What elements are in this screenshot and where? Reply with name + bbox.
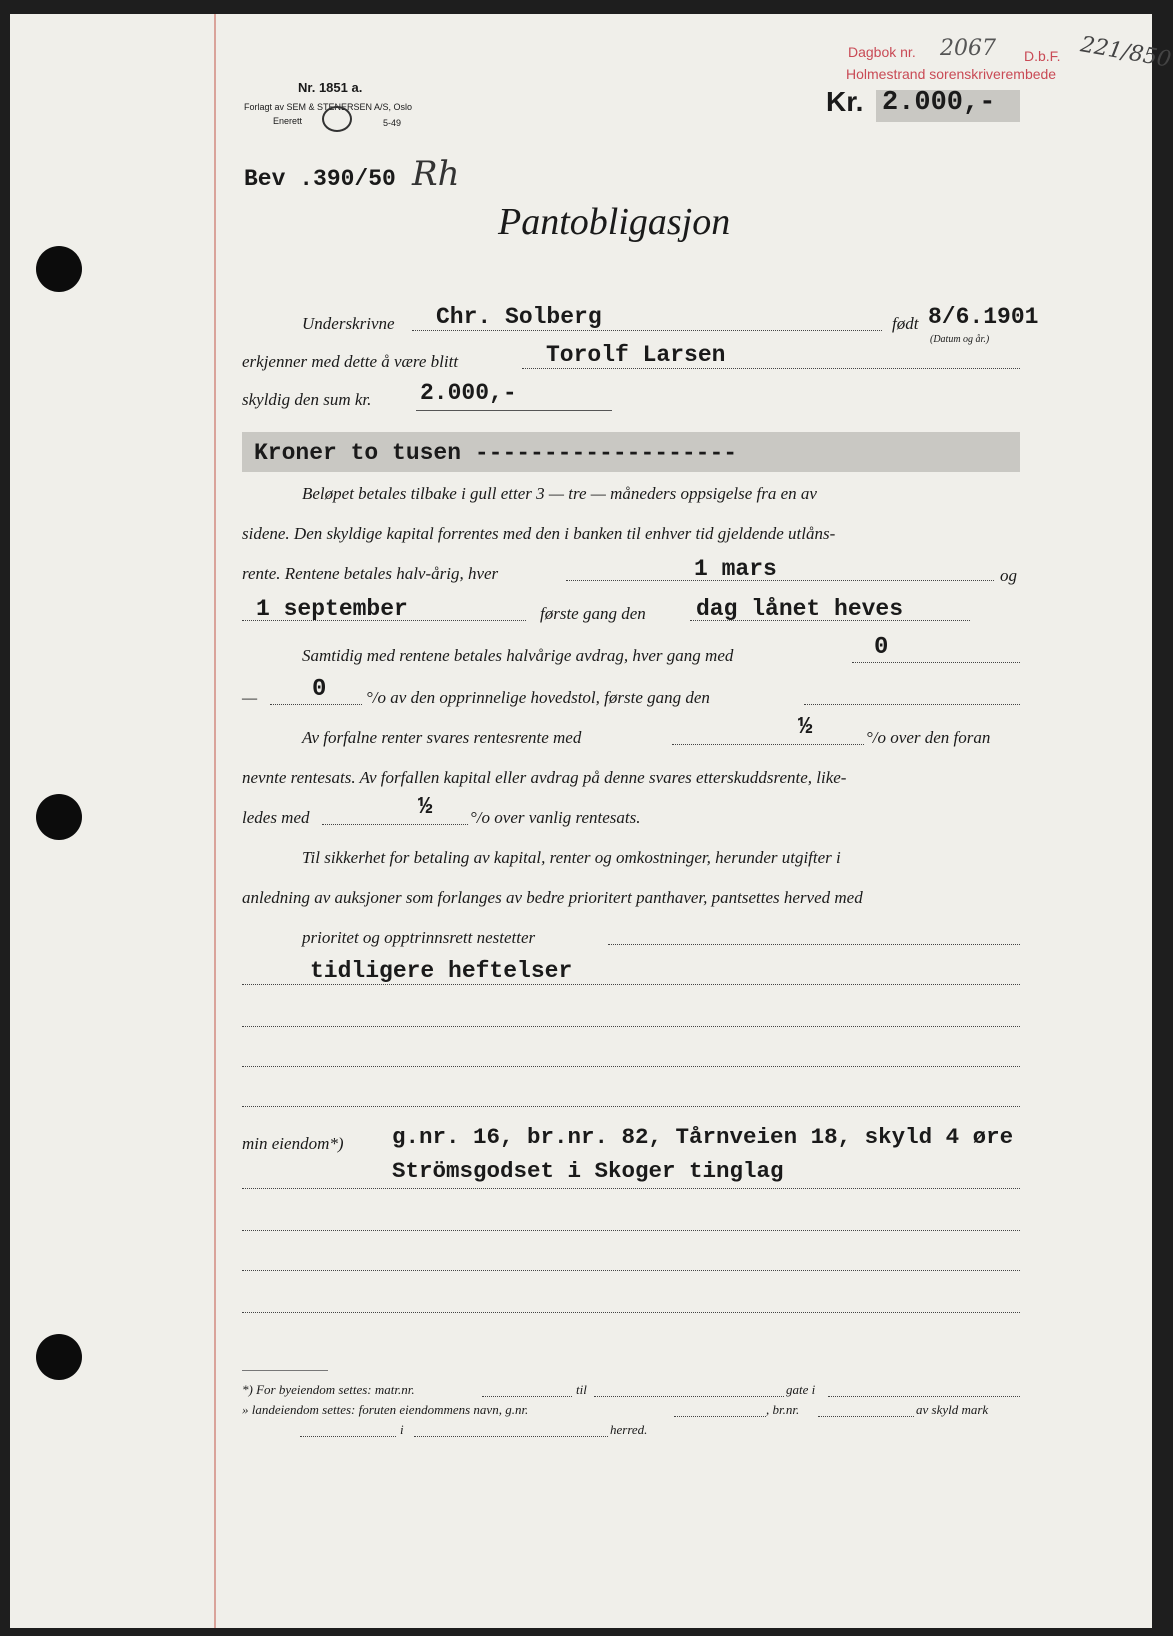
- creditor-value: Torolf Larsen: [546, 342, 726, 368]
- punch-hole: [36, 1334, 82, 1380]
- p1-line4-label: første gang den: [540, 604, 646, 623]
- born-hint: (Datum og år.): [930, 334, 990, 345]
- publisher: Forlagt av SEM & STENERSEN A/S, Oslo: [244, 102, 413, 112]
- stamp-dbf: D.b.F.: [1024, 48, 1061, 64]
- p2-percent-value: 0: [312, 676, 327, 703]
- margin-line: [214, 14, 216, 1628]
- footnote-line2-b: , br.nr.: [766, 1402, 800, 1417]
- handwritten-reference: 221/850: [1078, 32, 1173, 73]
- property-label: min eiendom*): [242, 1134, 344, 1153]
- amount-value: 2.000,-: [882, 88, 996, 118]
- p1-line2: sidene. Den skyldige kapital forrentes med den i banken til enhver tid gjeldende utlåns-: [242, 524, 836, 543]
- edition: 5-49: [383, 118, 402, 128]
- p2-dash: —: [242, 688, 258, 707]
- punch-hole: [36, 246, 82, 292]
- p4-line3-label: prioritet og opptrinnsrett nestetter: [302, 928, 536, 947]
- p1-first-payment: dag lånet heves: [696, 596, 904, 622]
- priority-value: tidligere heftelser: [310, 958, 573, 984]
- amount-label: Kr.: [826, 86, 864, 117]
- p3-line3-end: °/o over vanlig rentesats.: [470, 808, 641, 827]
- owing-value: 2.000,-: [420, 380, 517, 406]
- stamp-dagbok-number: 2067: [940, 36, 996, 61]
- form-number: Nr. 1851 a.: [298, 80, 363, 95]
- p1-line3-end: og: [1000, 566, 1017, 585]
- initials-signature: Rh: [412, 154, 460, 194]
- born-label: født: [892, 314, 919, 333]
- p3-line3-label: ledes med: [242, 808, 310, 827]
- document-title: Pantobligasjon: [498, 201, 731, 243]
- footnote-line2-c: av skyld mark: [916, 1402, 989, 1417]
- amount-words: Kroner to tusen -------------------: [254, 440, 738, 466]
- undersigned-value: Chr. Solberg: [436, 304, 602, 330]
- punch-hole: [36, 794, 82, 840]
- p1-line1: Beløpet betales tilbake i gull etter 3 — tre — måneders oppsigelse fra en av: [302, 484, 817, 503]
- p3-overdue-rate: ½: [418, 794, 433, 821]
- p2-line1-label: Samtidig med rentene betales halvårige avdrag, hver gang med: [302, 646, 734, 665]
- p1-line3-label: rente. Rentene betales halv-årig, hver: [242, 564, 499, 583]
- p3-line1-label: Av forfalne renter svares rentesrente med: [302, 728, 582, 747]
- footnote-line1-a: *) For byeiendom settes: matr.nr.: [242, 1382, 415, 1397]
- p1-second-date: 1 september: [256, 596, 408, 622]
- bev-number: Bev .390/50: [244, 166, 396, 192]
- p4-line1: Til sikkerhet for betaling av kapital, renter og omkostninger, herunder utgifter i: [302, 848, 841, 867]
- p3-rate-value: ½: [798, 714, 813, 741]
- p2-installment-value: 0: [874, 634, 889, 661]
- rights: Enerett: [273, 116, 303, 126]
- footnote-line2-a: » landeiendom settes: foruten eiendommens navn, g.nr.: [242, 1402, 529, 1417]
- p1-first-date: 1 mars: [694, 556, 777, 582]
- p3-line1-end: °/o over den foran: [866, 728, 991, 747]
- property-line2: Strömsgodset i Skoger tinglag: [392, 1158, 784, 1184]
- p2-line2-label: °/o av den opprinnelige hovedstol, første gang den: [366, 688, 710, 707]
- footnote-line1-c: gate i: [786, 1382, 816, 1397]
- acknowledge-label: erkjenner med dette å være blitt: [242, 352, 459, 371]
- owing-label: skyldig den sum kr.: [242, 390, 372, 409]
- publisher-logo-icon: [322, 106, 352, 132]
- footnote-line3-b: herred.: [610, 1422, 648, 1437]
- p4-line2: anledning av auksjoner som forlanges av bedre prioritert panthaver, pantsettes herved med: [242, 888, 863, 907]
- footnote-line3-a: i: [400, 1422, 404, 1437]
- stamp-dagbok-label: Dagbok nr.: [848, 44, 916, 60]
- p3-line2: nevnte rentesats. Av forfallen kapital eller avdrag på denne svares etterskuddsrente, like-: [242, 768, 847, 787]
- born-value: 8/6.1901: [928, 304, 1039, 330]
- undersigned-label: Underskrivne: [302, 314, 395, 333]
- footnote-line1-b: til: [576, 1382, 587, 1397]
- stamp-office: Holmestrand sorenskriverembede: [846, 66, 1057, 82]
- property-line1: g.nr. 16, br.nr. 82, Tårnveien 18, skyld 4 øre: [392, 1124, 1014, 1150]
